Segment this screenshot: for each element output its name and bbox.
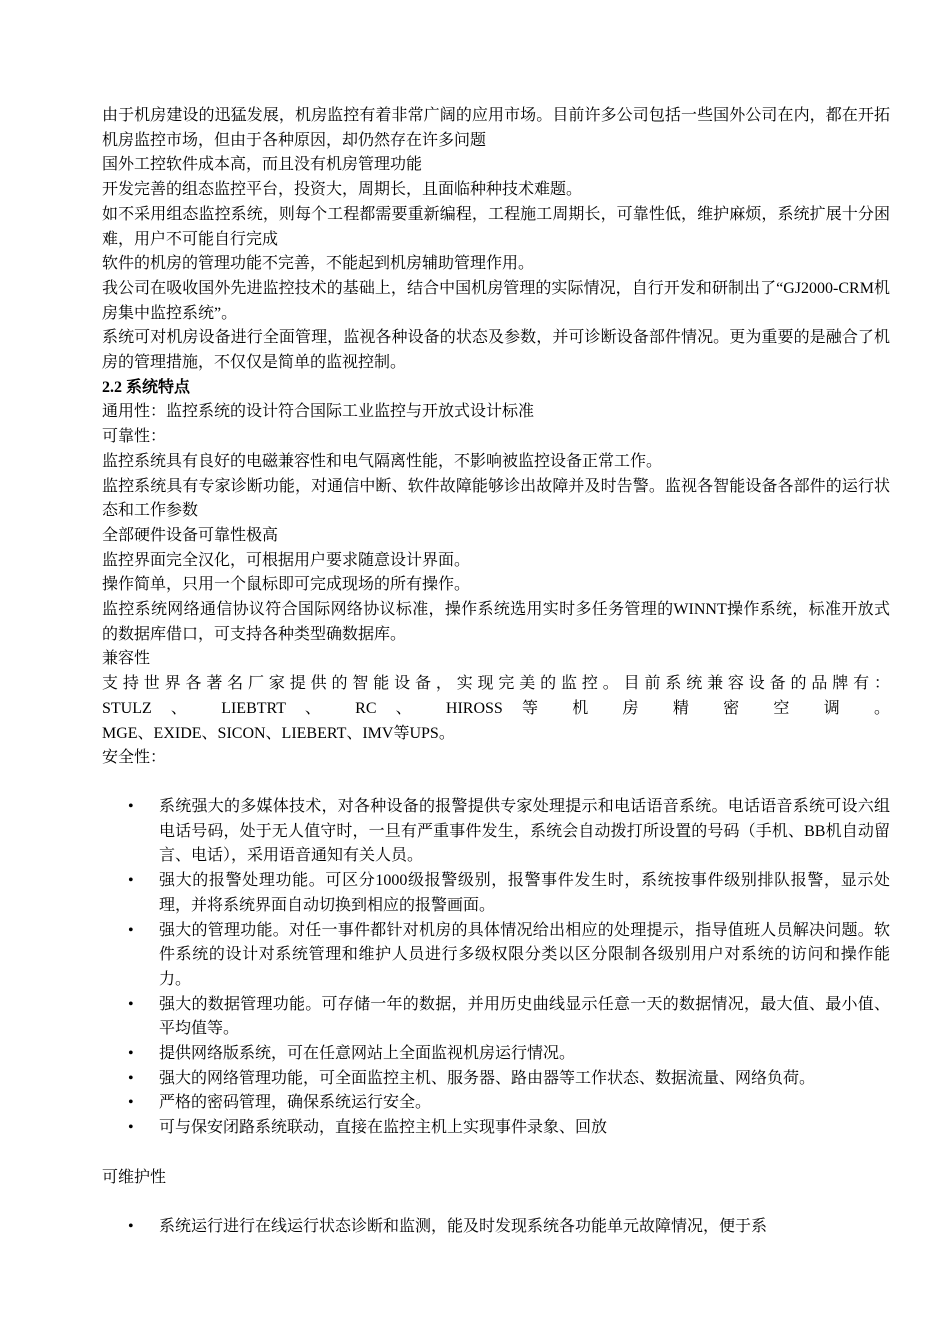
feature-line: 全部硬件设备可靠性极高 — [102, 526, 279, 544]
document-page — [102, 104, 890, 1239]
list-item — [102, 1116, 890, 1141]
list-item — [102, 993, 890, 1042]
list-item — [102, 869, 890, 918]
paragraph: 国外工控软件成本高，而且没有机房管理功能 — [102, 156, 423, 174]
compat-brands-aircon: STULZ 、 LIEBTRT 、 RC 、 HIROSS 等 机 房 精 密 空 调 。 — [102, 699, 890, 717]
list-item-text: 强大的报警处理功能。可区分1000级报警级别，报警事件发生时，系统按事件级别排队报警，显示处理，并将系统界面自动切换到相应的报警画面。 — [159, 872, 890, 914]
feature-line: 兼容性 — [102, 650, 151, 668]
bullet-icon: • — [128, 872, 134, 890]
bullet-icon: • — [128, 921, 134, 939]
maintain-list — [102, 1215, 890, 1240]
feature-line: 监控系统具有良好的电磁兼容性和电气隔离性能，不影响被监控设备正常工作。 — [102, 452, 663, 470]
bullet-icon: • — [128, 1094, 134, 1112]
security-list — [102, 795, 890, 1141]
list-item — [102, 1215, 890, 1240]
compat-brands-intro: 支持世界各著名厂家提供的智能设备，实现完美的监控。目前系统兼容设备的品牌有： — [102, 675, 890, 693]
list-item-text: 强大的网络管理功能，可全面监控主机、服务器、路由器等工作状态、数据流量、网络负荷。 — [159, 1069, 816, 1087]
list-item — [102, 1042, 890, 1067]
feature-line: 可靠性： — [102, 428, 167, 446]
bullet-icon: • — [128, 1069, 134, 1087]
maintain-label: 可维护性 — [102, 1168, 167, 1186]
list-item — [102, 919, 890, 993]
paragraph: 软件的机房的管理功能不完善，不能起到机房辅助管理作用。 — [102, 255, 535, 273]
paragraph: 我公司在吸收国外先进监控技术的基础上，结合中国机房管理的实际情况，自行开发和研制出了“GJ2000-CRM机房集中监控系统”。 — [102, 279, 890, 322]
list-item-text: 强大的管理功能。对任一事件都针对机房的具体情况给出相应的处理提示，指导值班人员解决问题。软件系统的设计对系统管理和维护人员进行多级权限分类以区分限制各级别用户对系统的访问和操作能力。 — [159, 921, 890, 988]
paragraph: 由于机房建设的迅猛发展，机房监控有着非常广阔的应用市场。目前许多公司包括一些国外公司在内，都在开拓机房监控市场，但由于各种原因，却仍然存在许多问题 — [102, 107, 890, 149]
bullet-icon: • — [128, 1119, 134, 1137]
section-heading: 2.2 系统特点 — [102, 378, 191, 396]
bullet-icon: • — [128, 1217, 134, 1235]
list-item-text: 系统强大的多媒体技术，对各种设备的报警提供专家处理提示和电话语音系统。电话语音系统可设六组电话号码，处于无人值守时，一旦有严重事件发生，系统会自动拨打所设置的号码（手机、BB机自动留言、电话），采用语音通知有关人员。 — [159, 797, 890, 865]
bullet-icon: • — [128, 1045, 134, 1063]
feature-line: 监控系统具有专家诊断功能，对通信中断、软件故障能够诊出故障并及时告警。监视各智能设备各部件的运行状态和工作参数 — [102, 477, 890, 520]
paragraph: 开发完善的组态监控平台，投资大，周期长，且面临种种技术难题。 — [102, 181, 583, 199]
list-item — [102, 1067, 890, 1092]
paragraph: 如不采用组态监控系统，则每个工程都需要重新编程，工程施工周期长，可靠性低，维护麻烦，系统扩展十分困难，用户不可能自行完成 — [102, 205, 890, 248]
list-item-text: 强大的数据管理功能。可存储一年的数据，并用历史曲线显示任意一天的数据情况，最大值、最小值、平均值等。 — [159, 995, 890, 1038]
list-item-text: 提供网络版系统，可在任意网站上全面监视机房运行情况。 — [159, 1045, 576, 1063]
list-item-text: 可与保安闭路系统联动，直接在监控主机上实现事件录象、回放 — [159, 1119, 608, 1137]
list-item-text: 系统运行进行在线运行状态诊断和监测，能及时发现系统各功能单元故障情况，便于系 — [159, 1217, 768, 1235]
compat-brands-ups: MGE、EXIDE、SICON、LIEBERT、IMV等UPS。 — [102, 724, 455, 742]
feature-line: 操作简单，只用一个鼠标即可完成现场的所有操作。 — [102, 576, 471, 594]
bullet-icon: • — [128, 797, 134, 815]
list-item — [102, 1091, 890, 1116]
list-item-text: 严格的密码管理，确保系统运行安全。 — [159, 1094, 432, 1112]
feature-line: 通用性：监控系统的设计符合国际工业监控与开放式设计标准 — [102, 403, 535, 421]
security-label: 安全性： — [102, 749, 167, 767]
feature-line: 监控系统网络通信协议符合国际网络协议标准，操作系统选用实时多任务管理的WINNT操作系统，标准开放式的数据库借口，可支持各种类型确数据库。 — [102, 601, 890, 643]
list-item — [102, 795, 890, 869]
feature-line: 监控界面完全汉化，可根据用户要求随意设计界面。 — [102, 551, 471, 569]
paragraph: 系统可对机房设备进行全面管理，监视各种设备的状态及参数，并可诊断设备部件情况。更为重要的是融合了机房的管理措施，不仅仅是简单的监视控制。 — [102, 329, 890, 372]
bullet-icon: • — [128, 995, 134, 1013]
